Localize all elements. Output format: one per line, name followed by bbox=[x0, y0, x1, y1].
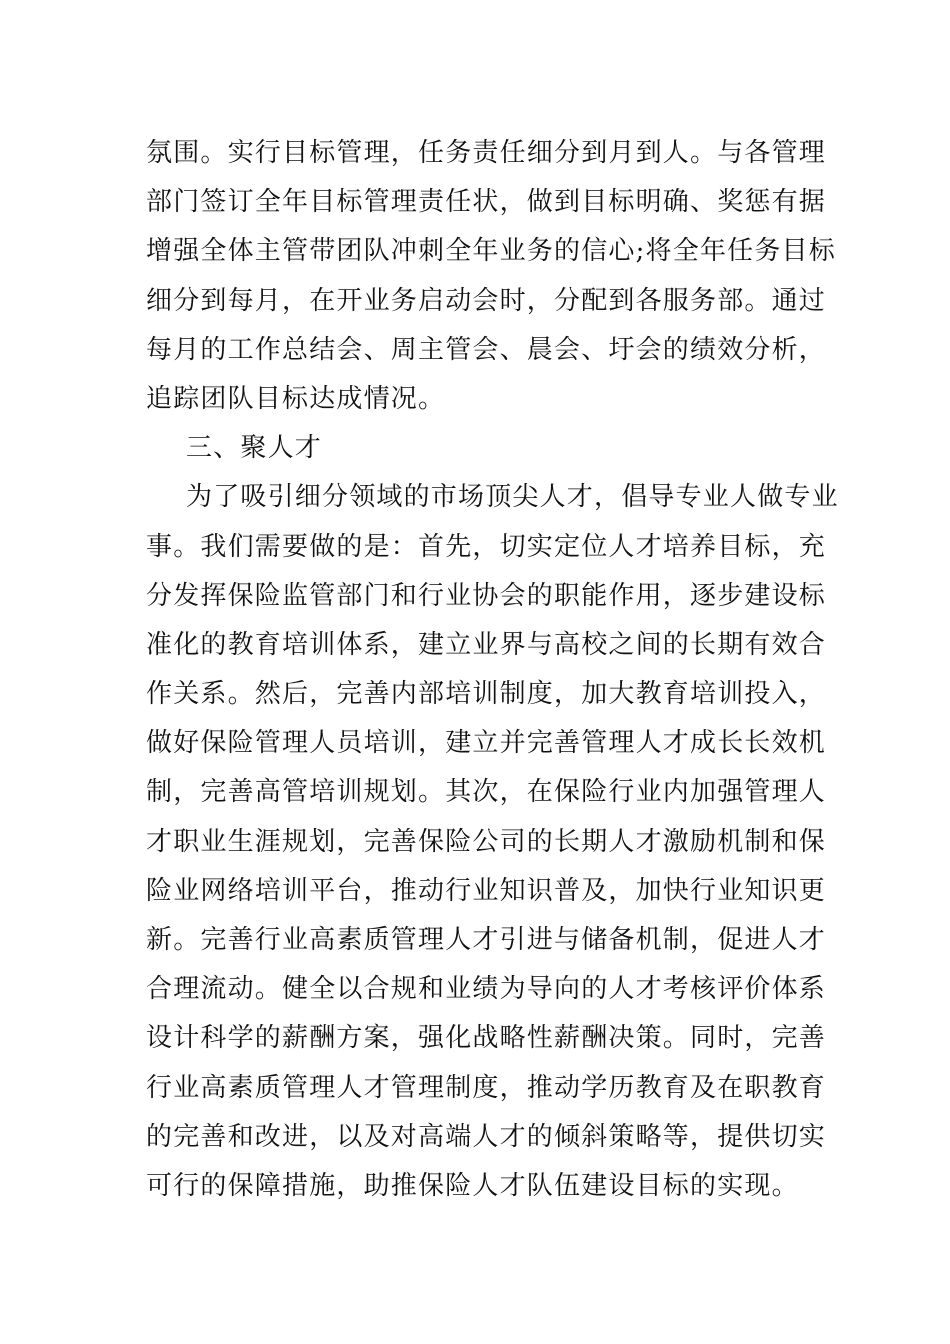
text-line: 氛围。实行目标管理，任务责任细分到月到人。与各管理 bbox=[146, 138, 827, 168]
text-line: 险业网络培训平台，推动行业知识普及，加快行业知识更 bbox=[146, 875, 827, 906]
text-line: 设计科学的薪酬方案，强化战略性薪酬决策。同时，完善 bbox=[146, 1023, 827, 1054]
text-line: 增强全体主管带团队冲刺全年业务的信心;将全年任务目标 bbox=[146, 236, 836, 267]
paragraph-first-line: 为了吸引细分领域的市场顶尖人才，倡导专业人做专业 bbox=[186, 482, 839, 513]
text-line: 制，完善高管培训规划。其次，在保险行业内加强管理人 bbox=[146, 777, 827, 808]
document-page bbox=[146, 129, 839, 1211]
section-heading: 三、聚人才 bbox=[186, 433, 323, 464]
text-line: 部门签订全年目标管理责任状，做到目标明确、奖惩有据 bbox=[146, 187, 827, 218]
text-line: 可行的保障措施，助推保险人才队伍建设目标的实现。 bbox=[146, 1170, 799, 1201]
text-line: 事。我们需要做的是：首先，切实定位人才培养目标，充 bbox=[146, 531, 827, 562]
text-line: 追踪团队目标达成情况。 bbox=[146, 383, 446, 414]
text-line: 做好保险管理人员培训，建立并完善管理人才成长长效机 bbox=[146, 728, 827, 759]
text-line: 才职业生涯规划，完善保险公司的长期人才激励机制和保 bbox=[146, 826, 827, 857]
text-line: 合理流动。健全以合规和业绩为导向的人才考核评价体系 bbox=[146, 974, 827, 1005]
text-line: 新。完善行业高素质管理人才引进与储备机制，促进人才 bbox=[146, 925, 827, 955]
text-line: 细分到每月，在开业务启动会时，分配到各服务部。通过 bbox=[146, 285, 827, 316]
text-line: 的完善和改进，以及对高端人才的倾斜策略等，提供切实 bbox=[146, 1121, 827, 1152]
text-line: 作关系。然后，完善内部培训制度，加大教育培训投入， bbox=[146, 679, 827, 710]
text-line: 准化的教育培训体系，建立业界与高校之间的长期有效合 bbox=[146, 629, 827, 660]
text-line: 行业高素质管理人才管理制度，推动学历教育及在职教育 bbox=[146, 1072, 827, 1103]
text-line: 每月的工作总结会、周主管会、晨会、圩会的绩效分析， bbox=[146, 334, 827, 365]
text-line: 分发挥保险监管部门和行业协会的职能作用，逐步建设标 bbox=[146, 580, 827, 611]
